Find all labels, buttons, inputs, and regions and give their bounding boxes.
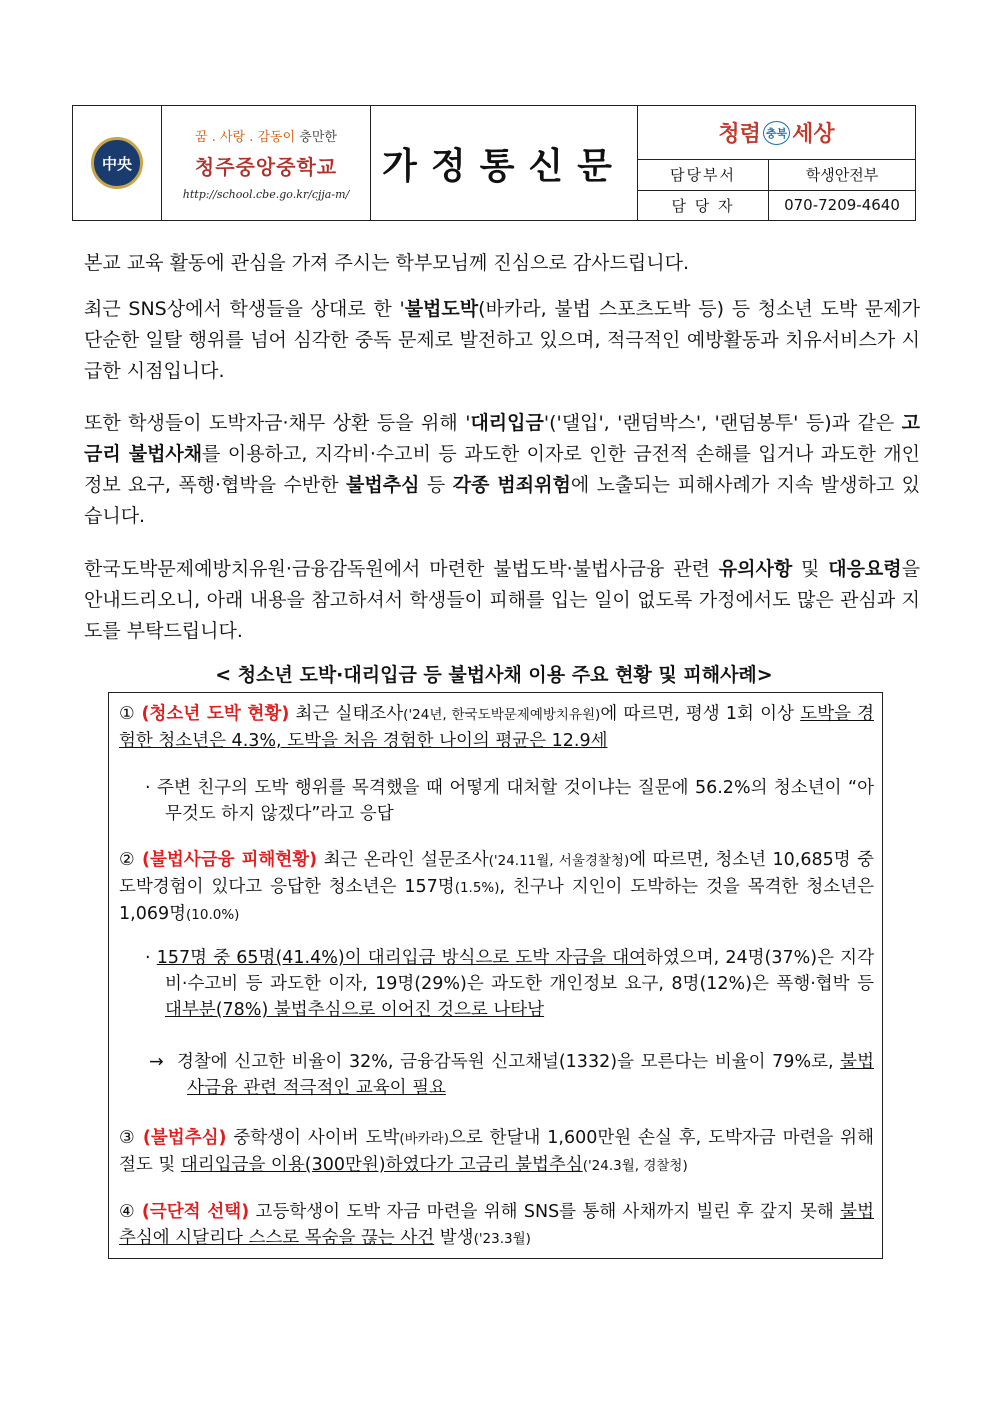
item-text: 에 따르면, 평생 1회 이상: [600, 704, 801, 724]
school-url-link[interactable]: http://school.cbe.go.kr/cjja-m/: [182, 187, 350, 201]
p2-bold-d: 고금리 불법사채: [84, 412, 921, 465]
item-text: 발생: [434, 1228, 474, 1248]
p3-text-a: 한국도박문제예방치유원·금융감독원에서 마련한 불법도박·불법사금융 관련: [84, 558, 719, 580]
item-label: (불법사금융 피해현황): [142, 850, 318, 870]
bullet-dot: ·: [145, 948, 151, 968]
sub-underlined: 대부분(78%) 불법추심으로 이어진 것으로 나타남: [165, 1000, 545, 1020]
p2-text-a: 또한 학생들이 도박자금·채무 상환 등을 위해 ': [84, 412, 471, 434]
case-sub-1: [139, 775, 874, 827]
p3-bold-d: 대응요령: [828, 558, 902, 580]
p1-text-a: 최근 SNS상에서 학생들을 상대로 한 ': [84, 298, 405, 320]
item-text: 에 따르면, 청소년 10,685명 중 도박경험이 있다고 응답한 청소년은 157명: [119, 850, 874, 897]
header-table: [72, 105, 916, 221]
p2-text-g: 등: [419, 474, 453, 496]
item-source: ('23.3월): [473, 1231, 531, 1247]
cases-box: [108, 692, 883, 1259]
arrow-underlined: 불법사금융 관련 적극적인 교육이 필요: [187, 1052, 874, 1098]
paragraph-3: [84, 554, 920, 647]
item-number: ④: [119, 1202, 136, 1222]
p2-bold-h: 각종 범죄위험: [452, 474, 571, 496]
item-label: (청소년 도박 현황): [141, 704, 290, 724]
contact-row: [638, 191, 915, 221]
arrow-text: 경찰에 신고한 비율이 32%, 금융감독원 신고채널(1332)을 모른다는 비율이 79%로,: [176, 1052, 841, 1072]
item-small: (바카라): [399, 1131, 449, 1147]
p3-text-e: 을 안내드리오니, 아래 내용을 참고하셔서 학생들이 피해를 입는 일이 없도록 가정에서도 많은 관심과 지도를 부탁드립니다.: [84, 558, 920, 642]
p2-text-c: '('댈입', '랜덤박스', '랜덤봉투' 등)과 같은: [543, 412, 902, 434]
p1-bold: 불법도박: [404, 298, 479, 320]
p2-text-e: 를 이용하고, 지각비·수고비 등 과도한 이자로 인한 금전적 손해를 입거나 과도한 개인정보 요구, 폭행·협박을 수반한: [84, 443, 920, 496]
item-underlined: 대리입금을 이용(300만원)하였다가 고금리 불법추심: [180, 1155, 583, 1175]
item-pct: (10.0%): [186, 907, 240, 923]
p2-text-i: 에 노출되는 피해사례가 지속 발생하고 있습니다.: [84, 474, 920, 527]
school-emblem-cell: [73, 106, 162, 220]
item-text: 중학생이 사이버 도박: [226, 1128, 400, 1148]
brand-left: 청렴: [718, 121, 761, 147]
item-pct: (1.5%): [454, 880, 500, 896]
item-text: 최근 온라인 설문조사: [317, 850, 489, 870]
dept-value: 학생안전부: [805, 166, 879, 185]
motto-rest: 충만한: [295, 129, 337, 145]
sub-underlined: 157명 중 65명(41.4%)이 대리입금 방식으로 도박 자금을 대여: [156, 948, 647, 968]
motto-highlight: 꿈 . 사랑 . 감동이: [195, 129, 296, 145]
brand-logo: [638, 106, 915, 160]
case-item-4: [119, 1199, 874, 1252]
contact-info-cell: [638, 106, 915, 220]
item-underlined: 도박을 경험한 청소년은 4.3%, 도박을 처음 경험한 나이의 평균은 12.9세: [119, 704, 874, 751]
item-source: ('24.3월, 경찰청): [582, 1158, 688, 1174]
dept-row: [638, 160, 915, 191]
p3-bold-b: 유의사항: [718, 558, 793, 580]
school-motto: [195, 126, 337, 145]
page-title: 가정통신문: [371, 106, 638, 220]
school-name: 청주중앙중학교: [194, 154, 338, 179]
case-sub-2: [139, 945, 874, 1023]
item-source: ('24.11월, 서울경찰청): [488, 853, 630, 869]
item-number: ①: [119, 704, 136, 724]
arrow-icon: →: [149, 1052, 164, 1072]
intro-paragraph: 본교 교육 활동에 관심을 가져 주시는 학부모님께 진심으로 감사드립니다.: [84, 252, 689, 274]
case-item-1: [119, 701, 874, 754]
case-item-2: [119, 847, 874, 928]
p2-bold-f: 불법추심: [346, 474, 420, 496]
paragraph-1: [84, 294, 920, 387]
p1-text-c: (바카라, 불법 스포츠도박 등) 등 청소년 도박 문제가 단순한 일탈 행위를 넘어 심각한 중독 문제로 발전하고 있으며, 적극적인 예방활동과 치유서비스가 시급한 시점입니다.: [84, 298, 920, 382]
section-title: < 청소년 도박·대리입금 등 불법사채 이용 주요 현황 및 피해사례>: [215, 664, 773, 686]
paragraph-2: [84, 408, 920, 532]
contact-phone: 070-7209-4640: [784, 196, 900, 215]
p2-bold-b: 대리입금: [470, 412, 544, 434]
item-number: ③: [119, 1128, 137, 1148]
school-info-cell: [162, 106, 371, 220]
item-text: 고등학생이 도박 자금 마련을 위해 SNS를 통해 사채까지 빌린 후 갚지 못해: [249, 1202, 841, 1222]
item-text: , 친구나 지인이 도박하는 것을 목격한 청소년은 1,069명: [119, 877, 874, 924]
item-number: ②: [119, 850, 136, 870]
sub-text: 하였으며, 24명(37%)은 지각비·수고비 등 과도한 이자, 19명(29%)은 과도한 개인정보 요구, 8명(12%)은 폭행·협박 등: [165, 948, 874, 994]
item-text: 최근 실태조사: [289, 704, 404, 724]
dept-label: 담당부서: [638, 160, 769, 190]
brand-right: 세상: [792, 121, 835, 147]
item-source: ('24년, 한국도박문제예방치유원): [403, 707, 601, 723]
contact-label: 담 당 자: [638, 191, 769, 221]
p3-text-c: 및: [792, 558, 829, 580]
item-label: (극단적 선택): [141, 1202, 250, 1222]
item-text: 으로 한달내 1,600만원 손실 후, 도박자금 마련을 위해 절도 및: [119, 1128, 874, 1175]
case-arrow-note: [149, 1049, 874, 1101]
item-label: (불법추심): [142, 1128, 227, 1148]
bullet-dot: ·: [145, 778, 151, 798]
case-item-3: [119, 1125, 874, 1179]
school-emblem-icon: 中央: [91, 137, 143, 189]
brand-mid: 충북: [763, 121, 790, 145]
item-underlined: 불법추심에 시달리다 스스로 목숨을 끊는 사건: [119, 1202, 874, 1248]
sub-text: 주변 친구의 도박 행위를 목격했을 때 어떻게 대처할 것이냐는 질문에 56.2%의 청소년이 “아무것도 하지 않겠다”라고 응답: [157, 778, 874, 824]
